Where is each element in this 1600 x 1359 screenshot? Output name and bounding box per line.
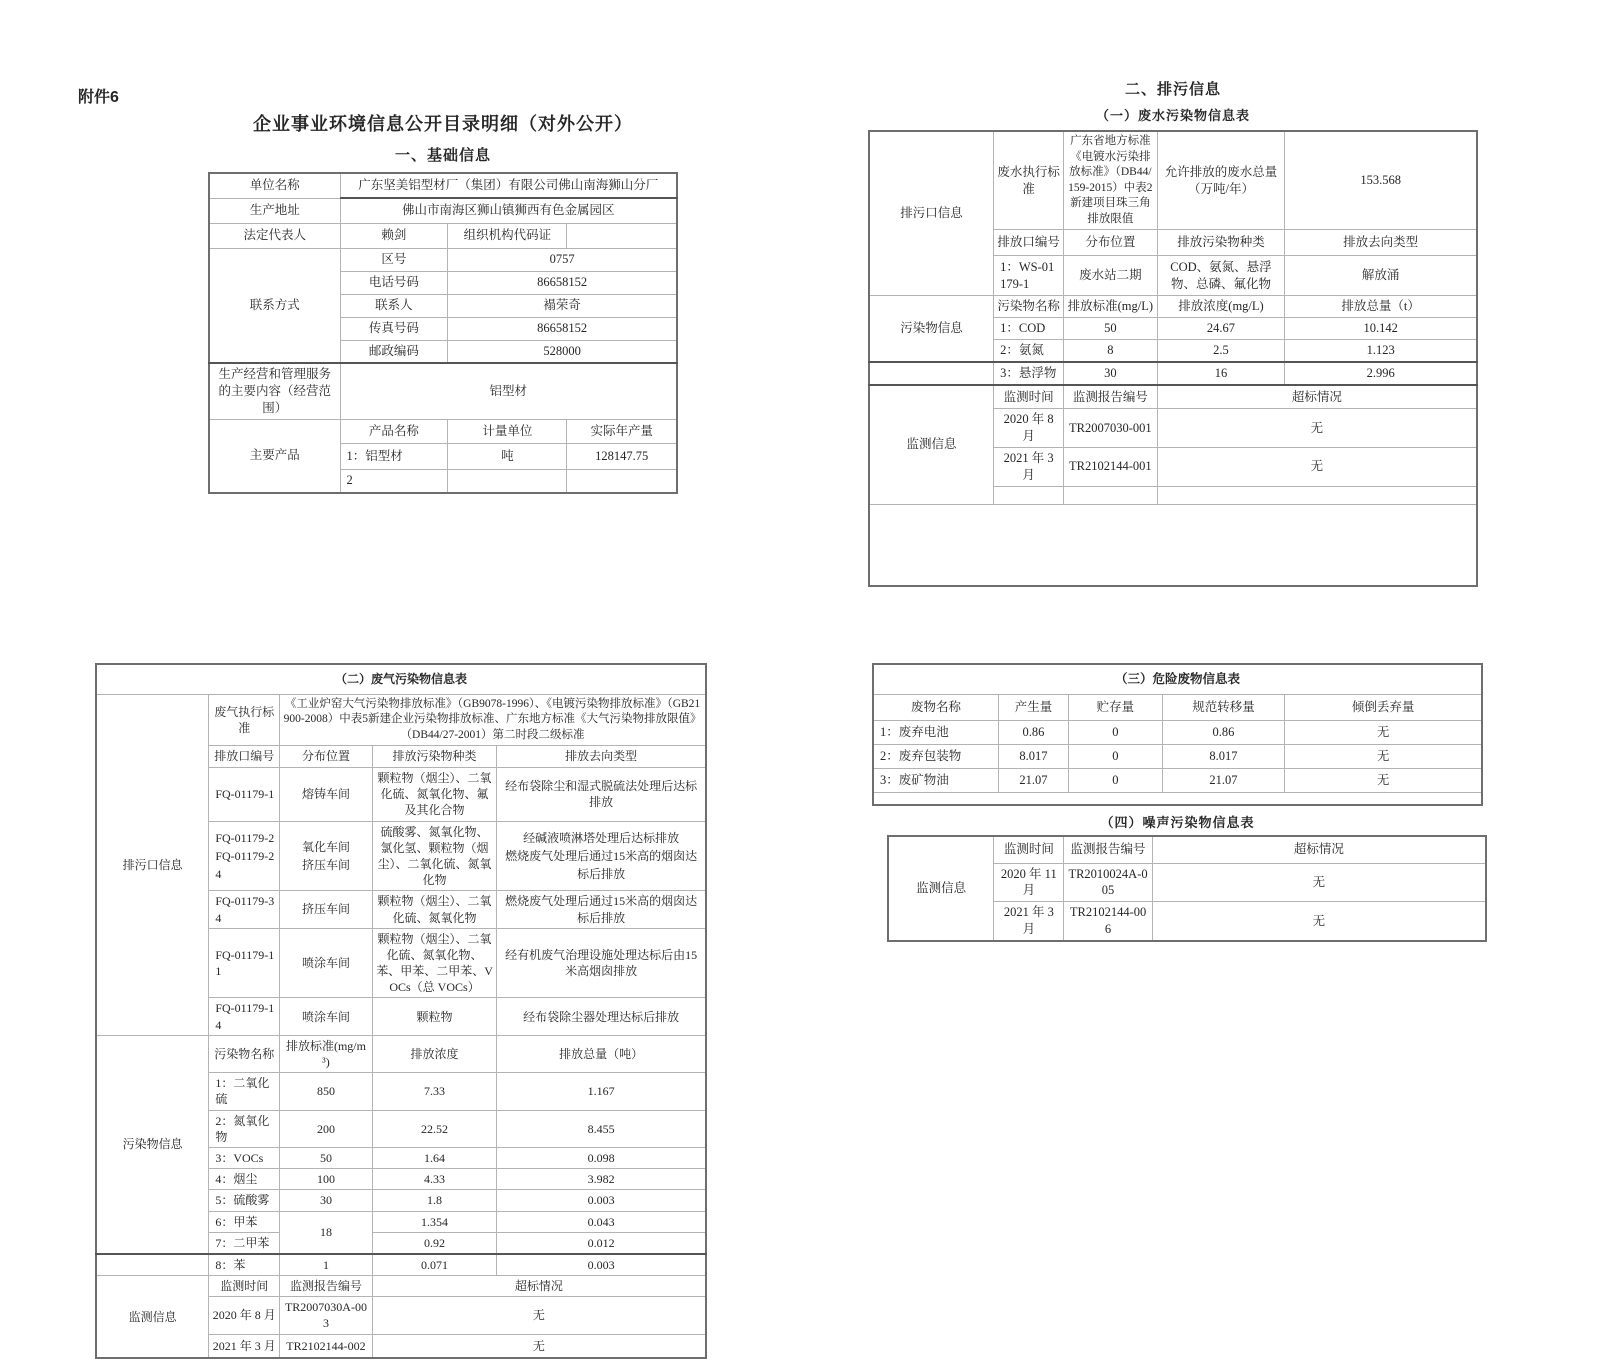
pollutant-conc: 7.33 bbox=[372, 1073, 496, 1110]
standard-label: 废水执行标准 bbox=[994, 131, 1064, 230]
outlet-destination: 经碱液喷淋塔处理后达标排放 bbox=[523, 830, 680, 845]
destination-header: 排放去向类型 bbox=[497, 746, 706, 768]
hazard-table bbox=[872, 663, 1483, 806]
produced-header: 产生量 bbox=[998, 694, 1068, 720]
monitor-report: TR2102144-002 bbox=[280, 1334, 373, 1358]
monitor-time-header: 监测时间 bbox=[994, 836, 1064, 863]
monitor-report: TR2010024A-005 bbox=[1064, 863, 1153, 902]
standard-value: 《工业炉窑大气污染物排放标准》（GB9078-1996）、《电镀污染物排放标准》（GB21900-2008）中表5新建企业污染物排放标准、广东地方标准《大气污染物排放限值》（DB44/27-2001）第二时段二级标准 bbox=[280, 694, 706, 746]
waste-produced: 21.07 bbox=[998, 768, 1068, 792]
pollutant-total: 0.043 bbox=[497, 1211, 706, 1232]
pollutant-name: 3：VOCs bbox=[209, 1147, 280, 1168]
discharge-section-title: 二、排污信息 bbox=[1124, 82, 1221, 98]
monitor-time: 2020 年 8 月 bbox=[209, 1297, 280, 1334]
noise-table bbox=[887, 835, 1487, 942]
standard-value: 广东省地方标准《电镀水污染排放标准》（DB44/159-2015）中表2新建项目珠三角排放限值 bbox=[1064, 131, 1158, 230]
waste-stored: 0 bbox=[1068, 768, 1162, 792]
outlet-no: FQ-01179-14 bbox=[209, 998, 280, 1035]
pollutant-total-header: 排放总量（t） bbox=[1285, 296, 1477, 318]
product-unit-header: 计量单位 bbox=[448, 419, 567, 443]
waste-stored: 0 bbox=[1068, 720, 1162, 744]
standard-label: 废气执行标准 bbox=[209, 694, 280, 746]
empty-cell bbox=[1064, 486, 1158, 504]
monitor-time: 2020 年 11 月 bbox=[994, 863, 1064, 902]
pollutant-total: 1.167 bbox=[497, 1073, 706, 1110]
outlet-no-header: 排放口编号 bbox=[994, 230, 1064, 256]
waste-produced: 8.017 bbox=[998, 744, 1068, 768]
noise-table-title: （四）噪声污染物信息表 bbox=[1100, 815, 1255, 830]
outlet-destination: 经布袋除尘和湿式脱硫法处理后达标排放 bbox=[497, 768, 706, 822]
monitor-exceed-header: 超标情况 bbox=[1157, 385, 1477, 409]
outlet-kinds: 颗粒物（烟尘）、二氧化硫、氮氧化物、苯、甲苯、二甲苯、VOCs（总 VOCs） bbox=[372, 928, 496, 998]
product-name: 2 bbox=[340, 469, 448, 493]
monitor-exceed: 无 bbox=[372, 1334, 706, 1358]
table-row bbox=[873, 768, 1482, 792]
basic-info-subtitle: 一、基础信息 bbox=[394, 148, 491, 164]
pollutant-std: 50 bbox=[280, 1147, 373, 1168]
phone-label: 电话号码 bbox=[340, 271, 448, 294]
monitor-report: TR2102144-006 bbox=[1064, 902, 1153, 941]
attachment-label: 附件6 bbox=[78, 89, 119, 106]
pollutant-conc: 22.52 bbox=[372, 1110, 496, 1147]
pollutant-std: 50 bbox=[1064, 318, 1158, 340]
pollutant-conc-header: 排放浓度 bbox=[372, 1035, 496, 1072]
outlet-no: FQ-01179-24 bbox=[215, 848, 275, 881]
pollutant-name: 5：硫酸雾 bbox=[209, 1190, 280, 1211]
contact-person-label: 联系人 bbox=[340, 294, 448, 317]
phone-value: 86658152 bbox=[448, 271, 677, 294]
outlet-no-pair bbox=[209, 821, 280, 891]
pollutant-std: 8 bbox=[1064, 339, 1158, 361]
outlet-group-label: 排污口信息 bbox=[96, 694, 209, 1035]
pollutant-conc: 0.92 bbox=[372, 1232, 496, 1254]
pollutant-total: 0.003 bbox=[497, 1254, 706, 1276]
waste-gas-table bbox=[95, 663, 707, 1359]
monitor-exceed: 无 bbox=[1152, 902, 1486, 941]
waste-gas-table-title: （二）废气污染物信息表 bbox=[96, 664, 706, 694]
pollutant-conc: 1.354 bbox=[372, 1211, 496, 1232]
waste-transferred: 0.86 bbox=[1162, 720, 1284, 744]
noise-block bbox=[887, 835, 1487, 942]
product-unit bbox=[448, 469, 567, 493]
pollutant-name: 1：二氧化硫 bbox=[209, 1073, 280, 1110]
monitor-time: 2021 年 3 月 bbox=[209, 1334, 280, 1358]
fax-label: 传真号码 bbox=[340, 317, 448, 340]
monitor-exceed: 无 bbox=[1157, 409, 1477, 448]
monitor-time: 2020 年 8 月 bbox=[994, 409, 1064, 448]
stored-header: 贮存量 bbox=[1068, 694, 1162, 720]
pollutant-std: 100 bbox=[280, 1169, 373, 1190]
outlet-location: 熔铸车间 bbox=[280, 768, 373, 822]
pollutant-total: 3.982 bbox=[497, 1169, 706, 1190]
pollutant-name: 4：烟尘 bbox=[209, 1169, 280, 1190]
outlet-location: 喷涂车间 bbox=[280, 928, 373, 998]
monitor-report-header: 监测报告编号 bbox=[280, 1276, 373, 1297]
fax-value: 86658152 bbox=[448, 317, 677, 340]
unit-name-label: 单位名称 bbox=[209, 173, 340, 198]
pollutant-name: 2：氨氮 bbox=[994, 339, 1064, 361]
address-label: 生产地址 bbox=[209, 198, 340, 223]
empty-cell bbox=[96, 1254, 209, 1276]
outlet-destination: 经有机废气治理设施处理达标后由15米高烟囱排放 bbox=[497, 928, 706, 998]
wastewater-table-title: （一）废水污染物信息表 bbox=[1095, 108, 1250, 123]
pollutant-conc: 16 bbox=[1157, 362, 1285, 385]
outlet-no: FQ-01179-11 bbox=[209, 928, 280, 998]
allowed-total-value: 153.568 bbox=[1285, 131, 1477, 230]
products-group-label: 主要产品 bbox=[209, 419, 340, 493]
product-unit: 吨 bbox=[448, 443, 567, 469]
outlet-no: FQ-01179-1 bbox=[209, 768, 280, 822]
product-name-header: 产品名称 bbox=[340, 419, 448, 443]
pollutant-conc: 4.33 bbox=[372, 1169, 496, 1190]
monitor-group-label: 监测信息 bbox=[96, 1276, 209, 1359]
monitor-report: TR2102144-001 bbox=[1064, 447, 1158, 486]
area-code-value: 0757 bbox=[448, 248, 677, 271]
monitor-exceed: 无 bbox=[1152, 863, 1486, 902]
pollutant-total: 0.003 bbox=[497, 1190, 706, 1211]
product-output: 128147.75 bbox=[567, 443, 677, 469]
monitor-report-header: 监测报告编号 bbox=[1064, 385, 1158, 409]
allowed-total-label: 允许排放的废水总量（万吨/年） bbox=[1157, 131, 1285, 230]
pollutant-std: 1 bbox=[280, 1254, 373, 1276]
monitor-exceed: 无 bbox=[372, 1297, 706, 1334]
monitor-exceed: 无 bbox=[1157, 447, 1477, 486]
outlet-location: 氧化车间 bbox=[301, 839, 350, 854]
waste-name: 1：废弃电池 bbox=[873, 720, 998, 744]
pollutant-total: 0.012 bbox=[497, 1232, 706, 1254]
kinds-header: 排放污染物种类 bbox=[372, 746, 496, 768]
location-header: 分布位置 bbox=[280, 746, 373, 768]
waste-dumped: 无 bbox=[1285, 720, 1482, 744]
legal-rep-label: 法定代表人 bbox=[209, 223, 340, 248]
monitor-group-label: 监测信息 bbox=[869, 385, 994, 505]
pollutant-name: 1：COD bbox=[994, 318, 1064, 340]
pollutant-std-header: 排放标准(mg/L) bbox=[1064, 296, 1158, 318]
pollutant-std-header: 排放标准(mg/m³) bbox=[280, 1035, 373, 1072]
contact-group-label: 联系方式 bbox=[209, 248, 340, 363]
monitor-group-label: 监测信息 bbox=[888, 836, 994, 941]
waste-transferred: 8.017 bbox=[1162, 744, 1284, 768]
monitor-time-header: 监测时间 bbox=[994, 385, 1064, 409]
outlet-location-pair bbox=[280, 821, 373, 891]
pollutant-group-label: 污染物信息 bbox=[96, 1035, 209, 1254]
outlet-kinds: 硫酸雾、氮氧化物、氯化氢、颗粒物（烟尘）、二氧化硫、氮氧化物 bbox=[372, 821, 496, 891]
dumped-header: 倾倒丢弃量 bbox=[1285, 694, 1482, 720]
outlet-destination: 燃烧废气处理后通过15米高的烟囱达标后排放 bbox=[497, 891, 706, 928]
basic-info-table bbox=[208, 172, 678, 494]
pollutant-conc: 1.8 bbox=[372, 1190, 496, 1211]
waste-name: 2：废弃包装物 bbox=[873, 744, 998, 768]
monitor-report-header: 监测报告编号 bbox=[1064, 836, 1153, 863]
pollutant-total-header: 排放总量（吨） bbox=[497, 1035, 706, 1072]
pollutant-std: 18 bbox=[280, 1211, 373, 1254]
wastewater-table bbox=[868, 130, 1478, 587]
waste-dumped: 无 bbox=[1285, 744, 1482, 768]
wastewater-block bbox=[868, 78, 1478, 587]
monitor-time-header: 监测时间 bbox=[209, 1276, 280, 1297]
zip-value: 528000 bbox=[448, 340, 677, 363]
pollutant-conc: 24.67 bbox=[1157, 318, 1285, 340]
monitor-time: 2021 年 3 月 bbox=[994, 447, 1064, 486]
area-code-label: 区号 bbox=[340, 248, 448, 271]
legal-rep-value: 赖剑 bbox=[340, 223, 448, 248]
business-scope-label: 生产经营和管理服务的主要内容（经营范围） bbox=[209, 363, 340, 419]
kinds-header: 排放污染物种类 bbox=[1157, 230, 1285, 256]
outlet-kinds: 颗粒物 bbox=[372, 998, 496, 1035]
outlet-no: FQ-01179-34 bbox=[209, 891, 280, 928]
business-scope-value: 铝型材 bbox=[340, 363, 677, 419]
outlet-location: 废水站二期 bbox=[1064, 256, 1158, 296]
pollutant-group-label: 污染物信息 bbox=[869, 296, 994, 362]
outlet-no: 1：WS-01179-1 bbox=[994, 256, 1064, 296]
pollutant-total: 2.996 bbox=[1285, 362, 1477, 385]
contact-person-value: 褟荣奇 bbox=[448, 294, 677, 317]
outlet-location: 喷涂车间 bbox=[280, 998, 373, 1035]
outlet-kinds: 颗粒物（烟尘）、二氧化硫、氮氧化物 bbox=[372, 891, 496, 928]
org-code-label: 组织机构代码证 bbox=[448, 223, 567, 248]
empty-cell bbox=[1157, 486, 1477, 504]
outlet-kinds: 颗粒物（烟尘）、二氧化硫、氮氧化物、氟及其化合物 bbox=[372, 768, 496, 822]
pollutant-std: 30 bbox=[280, 1190, 373, 1211]
waste-gas-block bbox=[95, 663, 707, 1359]
monitor-exceed-header: 超标情况 bbox=[1152, 836, 1486, 863]
product-output-header: 实际年产量 bbox=[567, 419, 677, 443]
outlet-no-header: 排放口编号 bbox=[209, 746, 280, 768]
location-header: 分布位置 bbox=[1064, 230, 1158, 256]
pollutant-total: 8.455 bbox=[497, 1110, 706, 1147]
outlet-group-label: 排污口信息 bbox=[869, 131, 994, 296]
waste-stored: 0 bbox=[1068, 744, 1162, 768]
outlet-destination: 解放涌 bbox=[1285, 256, 1477, 296]
basic-info-block bbox=[208, 110, 678, 494]
monitor-report: TR2007030A-003 bbox=[280, 1297, 373, 1334]
outlet-no: FQ-01179-2 bbox=[215, 830, 275, 845]
empty-cell bbox=[869, 362, 994, 385]
product-name: 1：铝型材 bbox=[340, 443, 448, 469]
pollutant-conc: 0.071 bbox=[372, 1254, 496, 1276]
pollutant-total: 0.098 bbox=[497, 1147, 706, 1168]
pollutant-conc: 1.64 bbox=[372, 1147, 496, 1168]
pollutant-conc: 2.5 bbox=[1157, 339, 1285, 361]
outlet-destination: 经布袋除尘器处理达标后排放 bbox=[497, 998, 706, 1035]
pollutant-std: 30 bbox=[1064, 362, 1158, 385]
waste-dumped: 无 bbox=[1285, 768, 1482, 792]
table-row bbox=[869, 362, 1477, 385]
hazard-block bbox=[872, 663, 1483, 806]
pollutant-name: 7：二甲苯 bbox=[209, 1232, 280, 1254]
pollutant-name: 6：甲苯 bbox=[209, 1211, 280, 1232]
pollutant-std: 850 bbox=[280, 1073, 373, 1110]
pollutant-name: 8：苯 bbox=[209, 1254, 280, 1276]
pollutant-name-header: 污染物名称 bbox=[994, 296, 1064, 318]
unit-name-value: 广东坚美铝型材厂（集团）有限公司佛山南海狮山分厂 bbox=[340, 173, 677, 198]
table-row bbox=[96, 1254, 706, 1276]
pollutant-name: 2：氮氧化物 bbox=[209, 1110, 280, 1147]
empty-area bbox=[869, 504, 1477, 586]
destination-header: 排放去向类型 bbox=[1285, 230, 1477, 256]
document-title: 企业事业环境信息公开目录明细（对外公开） bbox=[253, 114, 633, 134]
address-value: 佛山市南海区狮山镇狮西有色金属园区 bbox=[340, 198, 677, 223]
pollutant-total: 1.123 bbox=[1285, 339, 1477, 361]
outlet-location: 挤压车间 bbox=[280, 891, 373, 928]
outlet-kinds: COD、氨氮、悬浮物、总磷、氟化物 bbox=[1157, 256, 1285, 296]
monitor-time: 2021 年 3 月 bbox=[994, 902, 1064, 941]
transferred-header: 规范转移量 bbox=[1162, 694, 1284, 720]
product-output bbox=[567, 469, 677, 493]
zip-label: 邮政编码 bbox=[340, 340, 448, 363]
pollutant-std: 200 bbox=[280, 1110, 373, 1147]
outlet-destination: 燃烧废气处理后通过15米高的烟囱达标后排放 bbox=[505, 848, 698, 881]
outlet-location: 挤压车间 bbox=[301, 857, 350, 872]
empty-area bbox=[873, 792, 1482, 805]
monitor-exceed-header: 超标情况 bbox=[372, 1276, 706, 1297]
hazard-table-title: （三）危险废物信息表 bbox=[873, 664, 1482, 694]
table-row bbox=[873, 744, 1482, 768]
pollutant-total: 10.142 bbox=[1285, 318, 1477, 340]
org-code-value bbox=[567, 223, 677, 248]
waste-name: 3：废矿物油 bbox=[873, 768, 998, 792]
monitor-report: TR2007030-001 bbox=[1064, 409, 1158, 448]
waste-produced: 0.86 bbox=[998, 720, 1068, 744]
empty-cell bbox=[994, 486, 1064, 504]
outlet-destination-pair bbox=[497, 821, 706, 891]
pollutant-name: 3：悬浮物 bbox=[994, 362, 1064, 385]
pollutant-conc-header: 排放浓度(mg/L) bbox=[1157, 296, 1285, 318]
waste-transferred: 21.07 bbox=[1162, 768, 1284, 792]
table-row bbox=[873, 720, 1482, 744]
pollutant-name-header: 污染物名称 bbox=[209, 1035, 280, 1072]
waste-name-header: 废物名称 bbox=[873, 694, 998, 720]
